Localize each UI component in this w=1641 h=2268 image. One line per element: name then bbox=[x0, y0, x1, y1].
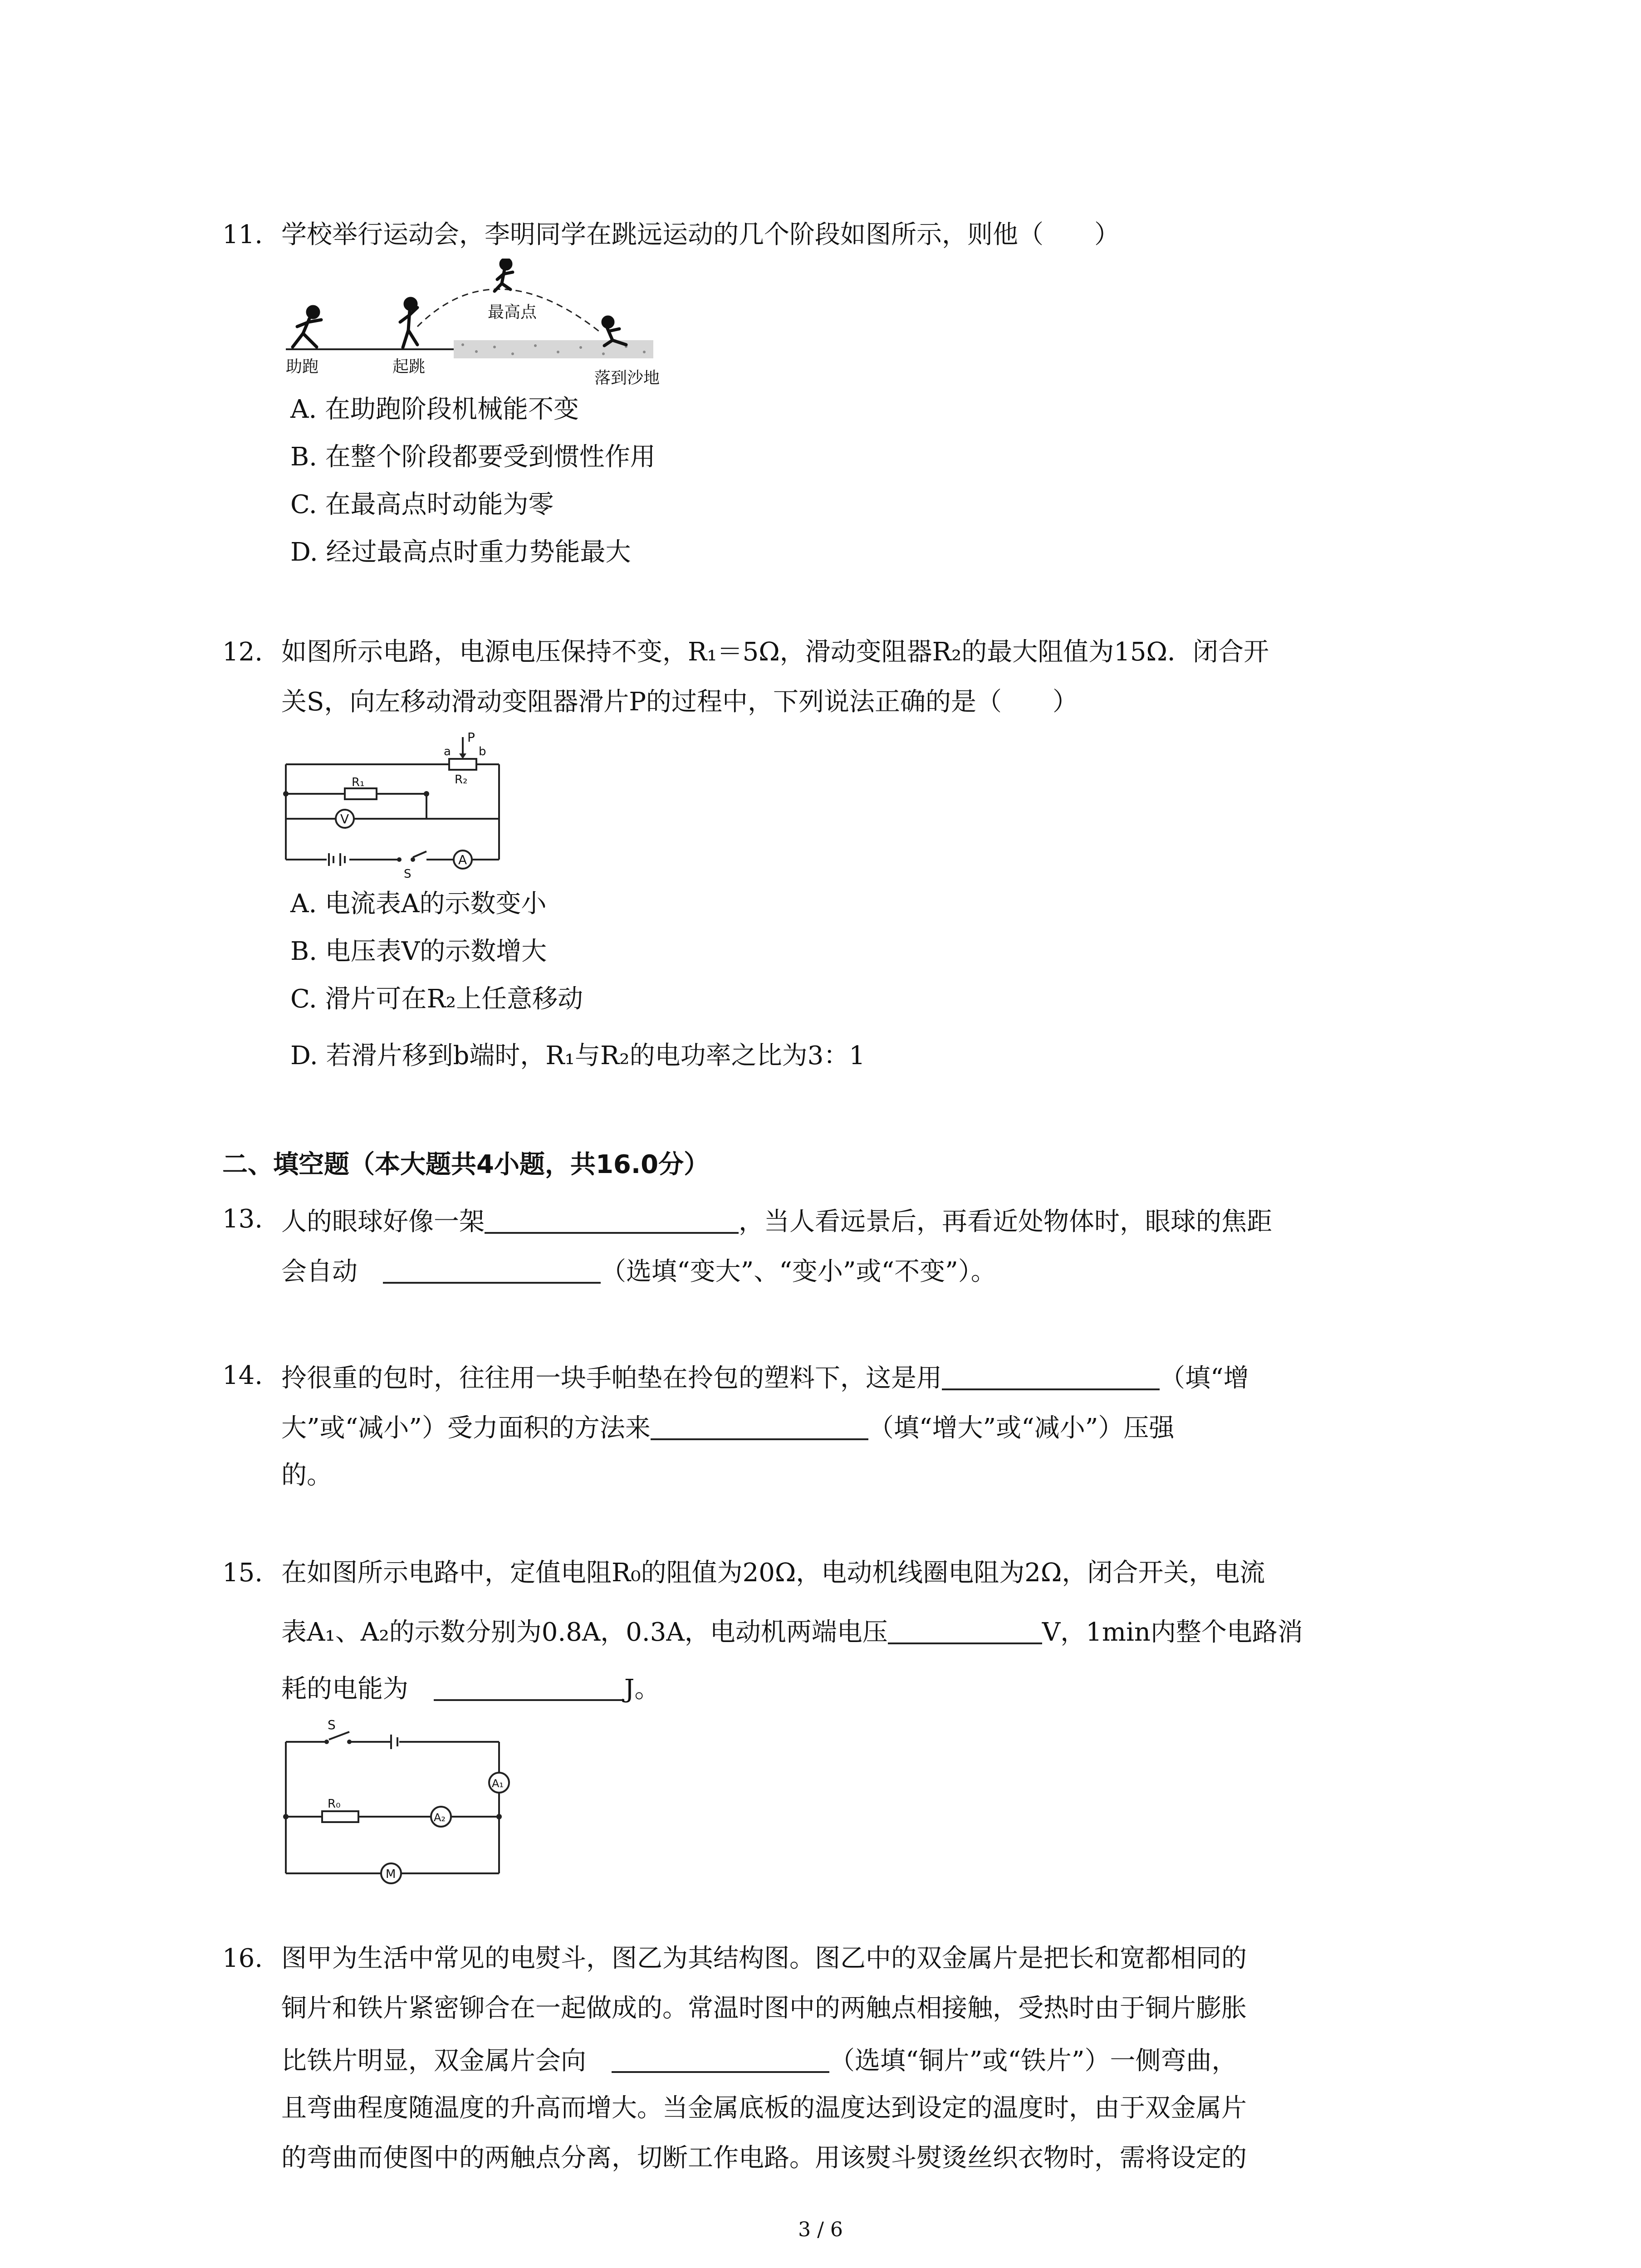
text-segment: ，当人看远景后，再看近处物体时，眼球的焦距 bbox=[739, 1207, 1272, 1237]
option-a: A. 在助跑阶段机械能不变 bbox=[290, 395, 579, 424]
label-s: S bbox=[328, 1719, 336, 1732]
question-line-5: 的弯曲而使图中的两触点分离，切断工作电路。用该熨斗熨烫丝织衣物时，需将设定的 bbox=[281, 2143, 1247, 2173]
text-segment: 耗的电能为 bbox=[281, 1674, 408, 1704]
label-r0: R₀ bbox=[328, 1797, 341, 1811]
option-d: D. 若滑片移到b端时，R₁与R₂的电功率之比为3：1 bbox=[290, 1041, 865, 1070]
text-segment: 会自动 bbox=[281, 1257, 358, 1286]
label-land: 落到沙地 bbox=[594, 369, 660, 387]
motor-symbol: M bbox=[386, 1867, 396, 1881]
text-segment: 人的眼球好像一架 bbox=[281, 1207, 485, 1237]
question-line-2 bbox=[281, 1256, 996, 1285]
voltmeter-symbol: V bbox=[340, 811, 349, 826]
text-segment: （填“增大”或“减小”）压强 bbox=[868, 1413, 1175, 1443]
question-line-3 bbox=[281, 1674, 660, 1702]
answer-blank[interactable] bbox=[942, 1363, 1160, 1390]
question-number: 15. bbox=[222, 1558, 263, 1588]
label-r2: R₂ bbox=[455, 773, 468, 787]
text-segment: （填“增 bbox=[1160, 1364, 1249, 1393]
text-segment: 比铁片明显，双金属片会向 bbox=[281, 2046, 586, 2076]
question-line-3 bbox=[281, 2046, 1237, 2074]
option-a: A. 电流表A的示数变小 bbox=[290, 889, 547, 919]
section-title: 二、填空题（本大题共4小题，共16.0分） bbox=[222, 1150, 710, 1179]
option-b: B. 电压表V的示数增大 bbox=[290, 937, 547, 966]
question-line-1 bbox=[281, 1207, 1272, 1235]
circuit-diagram-q12 bbox=[277, 728, 513, 882]
answer-blank[interactable] bbox=[612, 2046, 829, 2073]
text-segment: （选填“变大”、“变小”或“不变”）。 bbox=[601, 1257, 996, 1286]
answer-blank[interactable] bbox=[485, 1207, 739, 1234]
label-peak: 最高点 bbox=[488, 303, 537, 322]
question-number: 12. bbox=[222, 637, 263, 667]
question-stem-line-2: 关S，向左移动滑动变阻器滑片P的过程中，下列说法正确的是（ ） bbox=[281, 687, 1078, 717]
text-segment: 大”或“减小”）受力面积的方法来 bbox=[281, 1413, 651, 1443]
question-number: 13. bbox=[222, 1204, 263, 1234]
question-line-2: 铜片和铁片紧密铆合在一起做成的。常温时图中的两触点相接触，受热时由于铜片膨胀 bbox=[281, 1994, 1247, 2023]
answer-blank[interactable] bbox=[383, 1256, 601, 1284]
question-line-1 bbox=[281, 1363, 1249, 1391]
question-line-1: 在如图所示电路中，定值电阻R₀的阻值为20Ω，电动机线圈电阻为2Ω，闭合开关，电流 bbox=[281, 1558, 1265, 1588]
answer-blank[interactable] bbox=[651, 1413, 868, 1440]
option-d: D. 经过最高点时重力势能最大 bbox=[290, 538, 631, 567]
question-line-2 bbox=[281, 1413, 1174, 1441]
question-line-3: 的。 bbox=[281, 1461, 332, 1490]
label-r1: R₁ bbox=[352, 776, 365, 789]
label-a: a bbox=[444, 745, 451, 758]
answer-blank[interactable] bbox=[888, 1617, 1042, 1644]
text-segment: （选填“铜片”或“铁片”）一侧弯曲， bbox=[829, 2046, 1237, 2076]
ammeter-symbol: A bbox=[458, 852, 467, 867]
question-number: 11. bbox=[222, 220, 263, 249]
question-stem-line-1: 如图所示电路，电源电压保持不变，R₁＝5Ω，滑动变阻器R₂的最大阻值为15Ω．闭合开 bbox=[281, 637, 1269, 667]
label-s: S bbox=[404, 867, 411, 881]
page-number: 3 / 6 bbox=[798, 2218, 843, 2241]
option-b: B. 在整个阶段都要受到惯性作用 bbox=[290, 442, 656, 472]
ammeter-a1: A₁ bbox=[492, 1777, 504, 1790]
circuit-diagram-q15 bbox=[277, 1719, 531, 1892]
question-line-4: 且弯曲程度随温度的升高而增大。当金属底板的温度达到设定的温度时，由于双金属片 bbox=[281, 2093, 1247, 2123]
long-jump-figure bbox=[281, 259, 712, 395]
question-stem: 学校举行运动会，李明同学在跳远运动的几个阶段如图所示，则他（ ） bbox=[281, 220, 1120, 249]
answer-blank[interactable] bbox=[434, 1674, 624, 1701]
label-b: b bbox=[479, 745, 486, 758]
text-segment: V，1min内整个电路消 bbox=[1042, 1618, 1303, 1647]
question-line-2 bbox=[281, 1617, 1303, 1645]
text-segment: 表A₁、A₂的示数分别为0.8A，0.3A，电动机两端电压 bbox=[281, 1618, 888, 1647]
text-segment: J。 bbox=[624, 1674, 660, 1704]
question-number: 14. bbox=[222, 1361, 263, 1390]
option-c: C. 在最高点时动能为零 bbox=[290, 490, 554, 519]
ammeter-a2: A₂ bbox=[434, 1811, 446, 1824]
label-p: P bbox=[467, 730, 475, 745]
label-takeoff: 起跳 bbox=[392, 357, 426, 376]
option-c: C. 滑片可在R₂上任意移动 bbox=[290, 984, 583, 1014]
text-segment: 拎很重的包时，往往用一块手帕垫在拎包的塑料下，这是用 bbox=[281, 1364, 942, 1393]
question-line-1: 图甲为生活中常见的电熨斗，图乙为其结构图。图乙中的双金属片是把长和宽都相同的 bbox=[281, 1944, 1247, 1973]
label-run: 助跑 bbox=[286, 357, 319, 376]
question-number: 16. bbox=[222, 1944, 263, 1973]
